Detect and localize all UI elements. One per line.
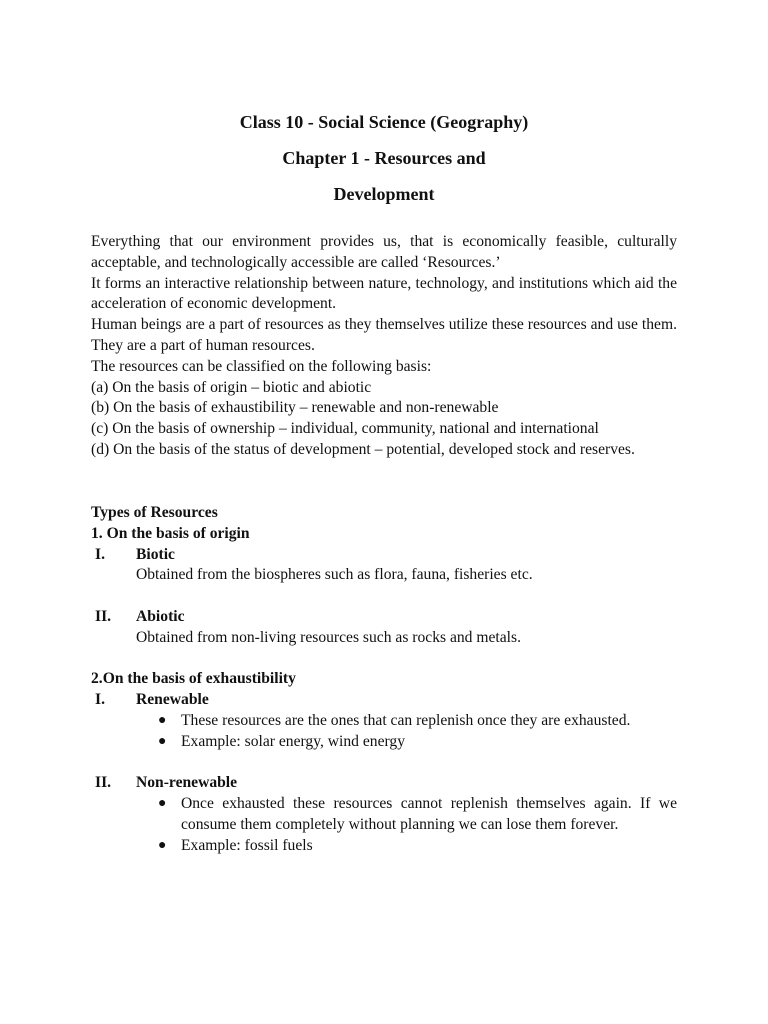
- types-section: [91, 503, 691, 857]
- bullet-icon: ●: [158, 733, 167, 749]
- exhaustibility-item-renewable: [91, 690, 691, 711]
- types-heading: Types of Resources: [91, 504, 218, 521]
- abiotic-description: Obtained from non-living resources such as rocks and metals.: [136, 628, 521, 646]
- non-renewable-bullet-list: [158, 794, 677, 856]
- section-origin-title: 1. On the basis of origin: [91, 524, 250, 542]
- basis-item-d: (d) On the basis of the status of development – potential, developed stock and reserves.: [91, 440, 635, 458]
- chapter-title: Chapter 1 - Resources and: [282, 148, 486, 168]
- bullet-text: Example: fossil fuels: [181, 836, 313, 854]
- section-exhaustibility-title: 2.On the basis of exhaustibility: [91, 670, 296, 688]
- origin-item-biotic: [91, 545, 691, 566]
- roman-numeral: I.: [95, 545, 105, 563]
- bullet-icon: ●: [158, 712, 167, 728]
- bullet-text: These resources are the ones that can replenish once they are exhausted.: [181, 711, 631, 729]
- intro-paragraph-2: It forms an interactive relationship between nature, technology, and institutions which aid the acceleration of economic development.: [91, 274, 677, 313]
- document-title: Class 10 - Social Science (Geography): [239, 112, 529, 132]
- bullet-text: Once exhausted these resources cannot replenish themselves again. If we consume them completely without planning we can lose them forever.: [181, 795, 677, 833]
- exhaustibility-item-non-renewable: [91, 773, 691, 794]
- intro-section: [91, 232, 677, 461]
- roman-numeral: II.: [95, 607, 112, 625]
- bullet-icon: ●: [158, 796, 167, 812]
- bullet-icon: ●: [158, 837, 167, 853]
- roman-numeral: I.: [95, 691, 105, 709]
- renewable-bullet-list: [158, 711, 677, 753]
- list-item: [158, 732, 677, 753]
- biotic-description: Obtained from the biospheres such as flora, fauna, fisheries etc.: [136, 566, 533, 584]
- intro-paragraph-3: Human beings are a part of resources as they themselves utilize these resources and use them. They are a part of human resources.: [91, 316, 677, 354]
- list-item: [158, 836, 677, 857]
- list-item: [158, 794, 677, 836]
- basis-item-b: (b) On the basis of exhaustibility – renewable and non-renewable: [91, 399, 499, 417]
- item-title: Biotic: [136, 545, 175, 563]
- bullet-text: Example: solar energy, wind energy: [181, 732, 406, 750]
- roman-numeral: II.: [95, 774, 112, 792]
- item-title: Abiotic: [136, 607, 185, 625]
- intro-paragraph-4: The resources can be classified on the following basis:: [91, 357, 432, 375]
- basis-item-a: (a) On the basis of origin – biotic and abiotic: [91, 378, 372, 396]
- item-title: Non-renewable: [136, 774, 238, 792]
- intro-paragraph-1: Everything that our environment provides us, that is economically feasible, culturally acceptable, and technologically accessible are called ‘Resources.’: [91, 233, 677, 271]
- item-title: Renewable: [136, 691, 209, 709]
- basis-item-c: (c) On the basis of ownership – individual, community, national and international: [91, 420, 599, 438]
- list-item: [158, 711, 677, 732]
- chapter-title-continued: Development: [333, 184, 435, 204]
- origin-item-abiotic: [91, 607, 691, 628]
